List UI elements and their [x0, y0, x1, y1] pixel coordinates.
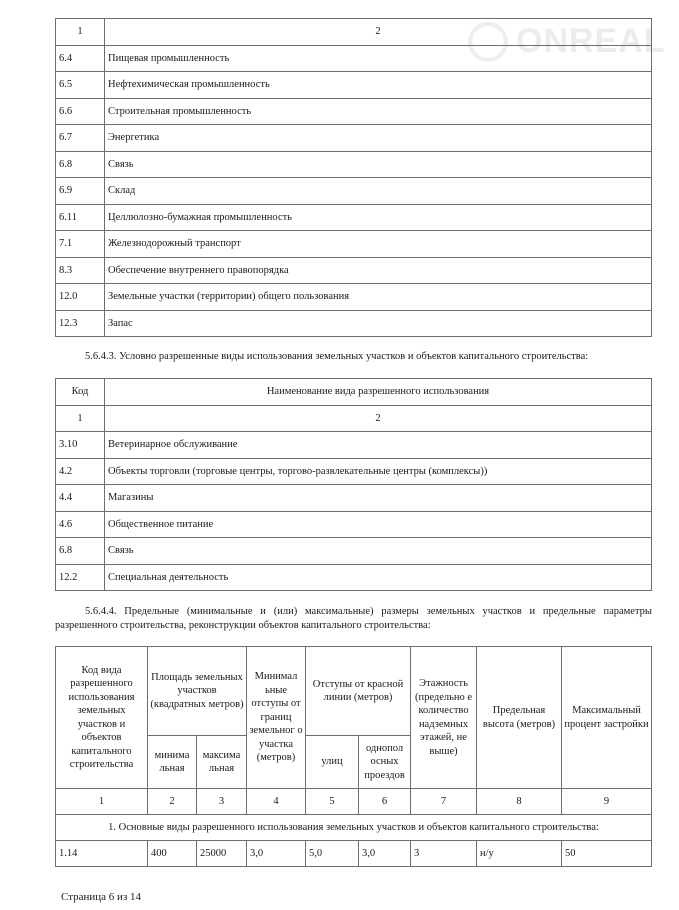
table-row [56, 257, 652, 284]
number-cell: 2 [148, 789, 197, 815]
code-cell: 6.11 [56, 204, 105, 231]
table-row [56, 564, 652, 591]
header-cell: 2 [105, 19, 652, 46]
header-cell-name: Наименование вида разрешенного использования [105, 379, 652, 406]
code-cell: 6.8 [56, 151, 105, 178]
header-min-setback: Минимал ьные отступы от границ земельног о участка (метров) [247, 647, 306, 789]
floors-cell: 3 [411, 841, 477, 867]
max-height-cell: н/у [477, 841, 562, 867]
code-cell: 12.3 [56, 310, 105, 337]
table-header-row [56, 19, 652, 46]
watermark-text: ONREAL [516, 22, 666, 60]
code-cell: 6.5 [56, 72, 105, 99]
table-row [56, 231, 652, 258]
min-setback-cell: 3,0 [247, 841, 306, 867]
code-cell: 1.14 [56, 841, 148, 867]
max-coverage-cell: 50 [562, 841, 652, 867]
red-line-driveways-cell: 3,0 [359, 841, 411, 867]
area-min-cell: 400 [148, 841, 197, 867]
code-cell: 3.10 [56, 432, 105, 459]
number-cell: 4 [247, 789, 306, 815]
code-cell: 6.4 [56, 45, 105, 72]
number-cell: 1 [56, 789, 148, 815]
area-max-cell: 25000 [197, 841, 247, 867]
name-cell: Энергетика [105, 125, 652, 152]
name-cell: Нефтехимическая промышленность [105, 72, 652, 99]
header-area-max: максима льная [197, 736, 247, 789]
table-row [56, 178, 652, 205]
header-code: Код вида разрешенного использования земельных участков и объектов капитального строительства [56, 647, 148, 789]
name-cell: Общественное питание [105, 511, 652, 538]
name-cell: Склад [105, 178, 652, 205]
header-red-line-streets: улиц [306, 736, 359, 789]
name-cell: Запас [105, 310, 652, 337]
name-cell: Объекты торговли (торговые центры, торгово-развлекательные центры (комплексы)) [105, 458, 652, 485]
code-cell: 4.4 [56, 485, 105, 512]
number-cell: 6 [359, 789, 411, 815]
name-cell: Пищевая промышленность [105, 45, 652, 72]
page-number: Страница 6 из 14 [61, 891, 142, 903]
header-red-line-driveways: однопол осных проездов [359, 736, 411, 789]
table-row [56, 511, 652, 538]
table-row [56, 284, 652, 311]
table-row [56, 72, 652, 99]
header-floors: Этажность (предельно е количество надземных этажей, не выше) [411, 647, 477, 789]
table-row [56, 485, 652, 512]
code-cell: 6.8 [56, 538, 105, 565]
table-row [56, 538, 652, 565]
header-area-min: минима льная [148, 736, 197, 789]
header-max-height: Предельная высота (метров) [477, 647, 562, 789]
code-cell: 4.2 [56, 458, 105, 485]
land-parameters-table [55, 646, 652, 867]
number-cell: 2 [105, 405, 652, 432]
name-cell: Земельные участки (территории) общего пользования [105, 284, 652, 311]
number-cell: 5 [306, 789, 359, 815]
section-5-6-4-4-heading: 5.6.4.4. Предельные (минимальные и (или) максимальные) размеры земельных участков и предельные параметры разрешенного строительства, реконструкции объектов капитального строительства: [55, 606, 652, 631]
section-cell: 1. Основные виды разрешенного использования земельных участков и объектов капитального строительства: [56, 815, 652, 841]
code-cell: 6.9 [56, 178, 105, 205]
table-header-row [56, 379, 652, 406]
table-row [56, 45, 652, 72]
code-cell: 4.6 [56, 511, 105, 538]
number-cell: 3 [197, 789, 247, 815]
name-cell: Связь [105, 538, 652, 565]
header-cell-code: Код [56, 379, 105, 406]
header-area: Площадь земельных участков (квадратных метров) [148, 647, 247, 736]
conditional-uses-table [55, 378, 652, 591]
table-row [56, 151, 652, 178]
name-cell: Магазины [105, 485, 652, 512]
name-cell: Связь [105, 151, 652, 178]
table-row [56, 98, 652, 125]
name-cell: Целлюлозно-бумажная промышленность [105, 204, 652, 231]
code-cell: 6.7 [56, 125, 105, 152]
table-section-row [56, 815, 652, 841]
table-row [56, 841, 652, 867]
table-row [56, 125, 652, 152]
table-row [56, 432, 652, 459]
name-cell: Железнодорожный транспорт [105, 231, 652, 258]
table-row [56, 310, 652, 337]
section-5-6-4-3-heading: 5.6.4.3. Условно разрешенные виды использования земельных участков и объектов капитального строительства: [85, 351, 589, 362]
code-cell: 7.1 [56, 231, 105, 258]
table-number-row [56, 405, 652, 432]
code-cell: 8.3 [56, 257, 105, 284]
header-cell: 1 [56, 19, 105, 46]
code-cell: 12.2 [56, 564, 105, 591]
number-cell: 1 [56, 405, 105, 432]
number-cell: 8 [477, 789, 562, 815]
table-row [56, 204, 652, 231]
number-cell: 7 [411, 789, 477, 815]
name-cell: Ветеринарное обслуживание [105, 432, 652, 459]
name-cell: Обеспечение внутреннего правопорядка [105, 257, 652, 284]
code-cell: 6.6 [56, 98, 105, 125]
name-cell: Специальная деятельность [105, 564, 652, 591]
name-cell: Строительная промышленность [105, 98, 652, 125]
code-cell: 12.0 [56, 284, 105, 311]
table-number-row [56, 789, 652, 815]
allowed-uses-table-continued [55, 18, 652, 337]
header-max-coverage: Максимальный процент застройки [562, 647, 652, 789]
header-red-line: Отступы от красной линии (метров) [306, 647, 411, 736]
red-line-streets-cell: 5,0 [306, 841, 359, 867]
number-cell: 9 [562, 789, 652, 815]
table-row [56, 458, 652, 485]
table-header-row [56, 647, 652, 736]
